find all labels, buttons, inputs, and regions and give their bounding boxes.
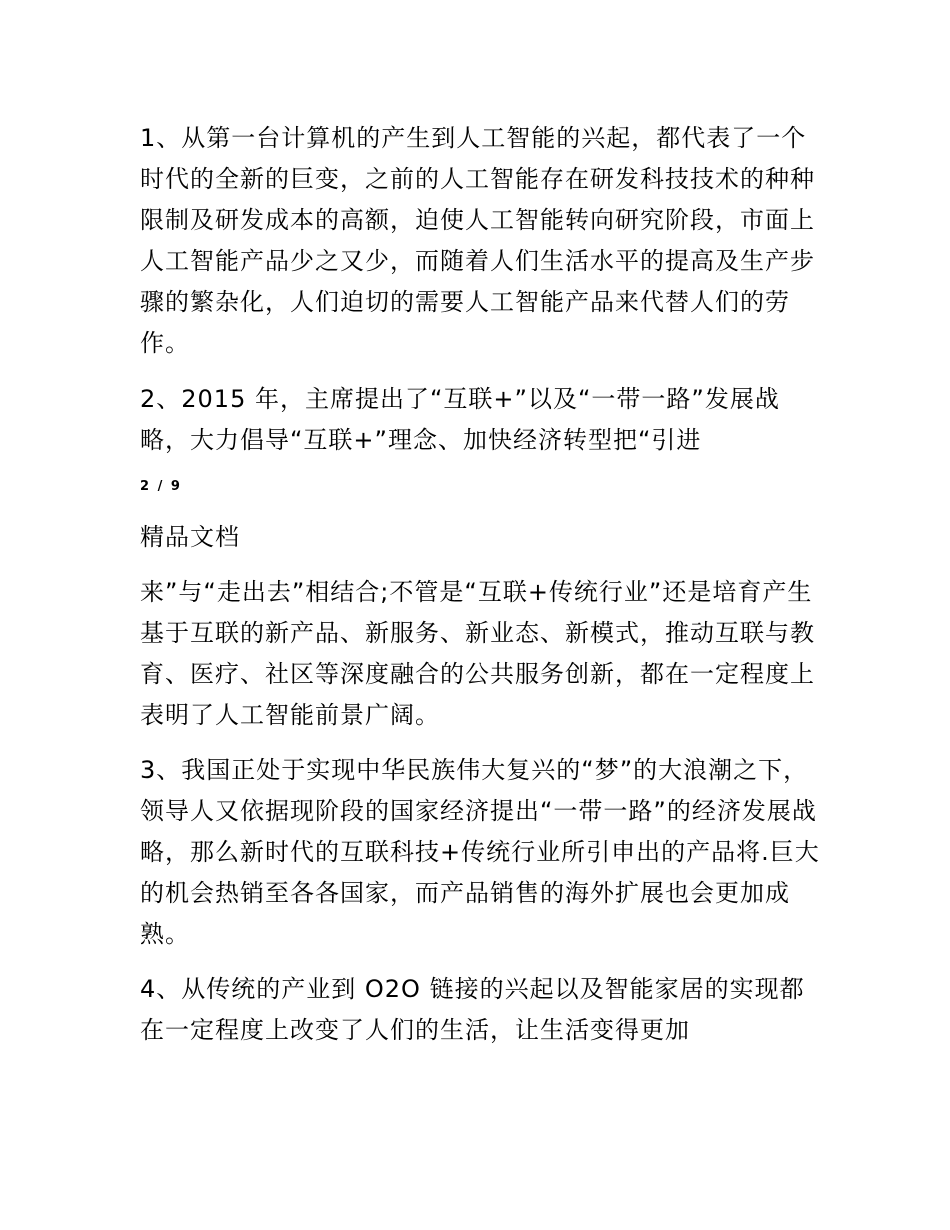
paragraph-5: 4、从传统的产业到 O2O 链接的兴起以及智能家居的实现都在一定程度上改变了人们的生活，让生活变得更加 [140,975,805,1044]
page-number: 2 / 9 [140,479,182,494]
paragraph-4: 3、我国正处于实现中华民族伟大复兴的“梦”的大浪潮之下，领导人又依据现阶段的国家经济提出“一带一路”的经济发展战略，那么新时代的互联科技+传统行业所引申出的产品将.巨大的机会热销至各各国家，而产品销售的海外扩展也会更加成熟。 [140,756,820,948]
paragraph-2: 2、2015 年，主席提出了“互联+”以及“一带一路”发展战略，大力倡导“互联+”理念、加快经济转型把“引进 [140,385,780,454]
paragraph-1: 1、从第一台计算机的产生到人工智能的兴起，都代表了一个时代的全新的巨变，之前的人工智能存在研发科技技术的种种限制及研发成本的高额，迫使人工智能转向研究阶段，市面上人工智能产品少之又少，而随着人们生活水平的提高及生产步骤的繁杂化，人们迫切的需要人工智能产品来代替人们的劳作。 [140,124,815,357]
document-page [140,118,820,1051]
page-header-label: 精品文档 [140,523,240,551]
paragraph-3: 来”与“走出去”相结合;不管是“互联+传统行业”还是培育产生基于互联的新产品、新服务、新业态、新模式，推动互联与教育、医疗、社区等深度融合的公共服务创新，都在一定程度上表明了人工智能前景广阔。 [140,578,815,729]
